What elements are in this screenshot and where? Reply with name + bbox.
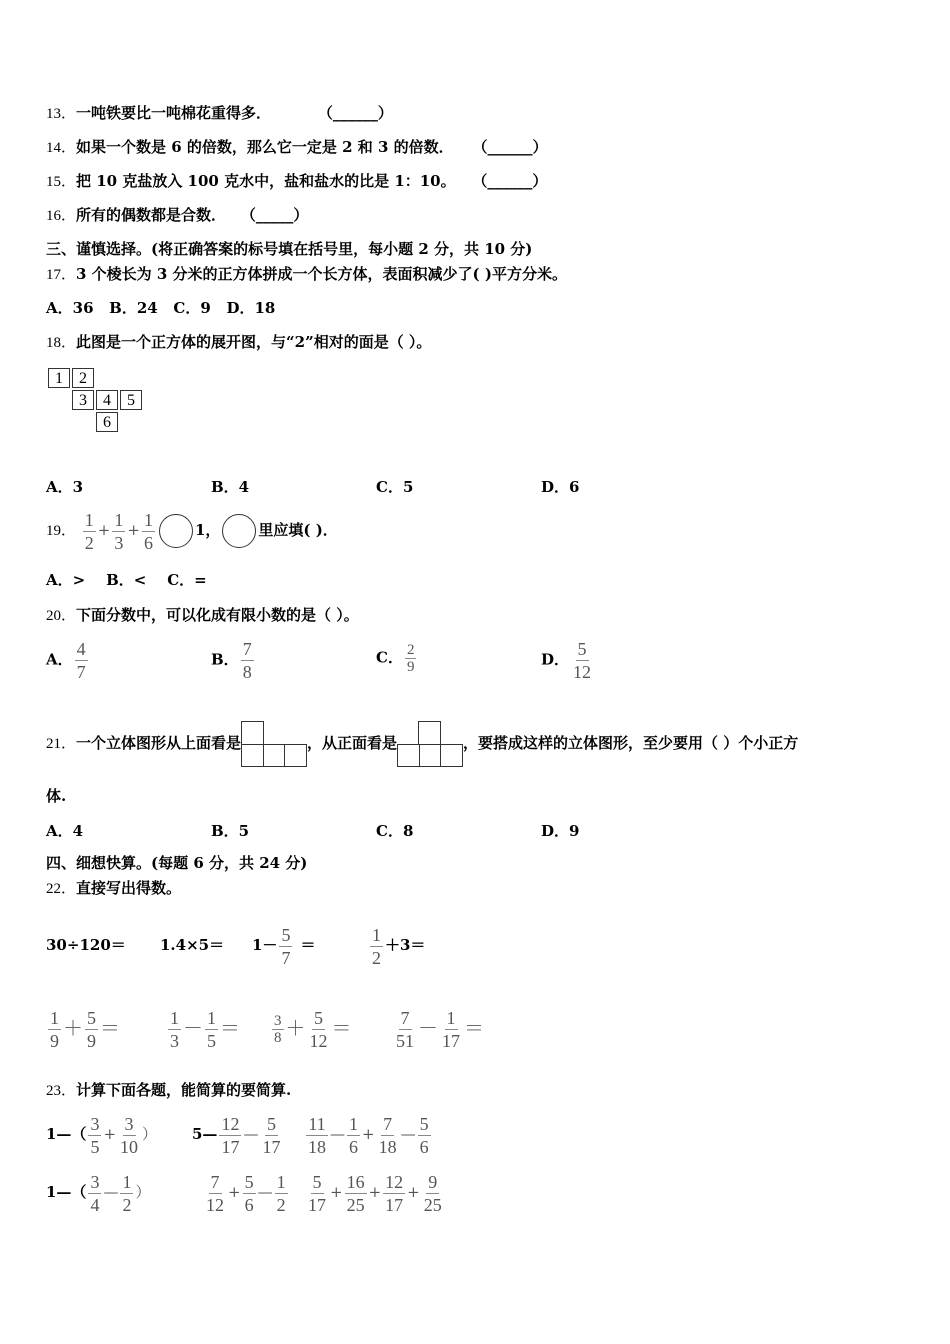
q16-number: 16． [46, 208, 77, 224]
question-21 [46, 718, 798, 769]
q23-number: 23． [46, 1083, 77, 1099]
fraction: $\frac{1}{2}$ [372, 924, 381, 968]
q21-text-1: 一个立体图形从上面看是 [76, 734, 242, 752]
fraction: $\frac{1}{2}$ [122, 1171, 132, 1215]
q22-row2-expr-2: $\frac{1}{3}$ － $\frac{1}{5}$ ＝ [170, 1008, 240, 1051]
comparison-circle[interactable] [222, 514, 256, 548]
fraction: $\frac{3}{4}$ [90, 1171, 100, 1215]
question-13 [46, 103, 393, 124]
fraction: $\frac{5}{9}$ [87, 1008, 96, 1051]
section-4-heading: 四、细想快算。(每题 6 分，共 24 分) [46, 854, 308, 872]
q15-blank[interactable]: （______） [472, 172, 548, 190]
q20-text: 下面分数中，可以化成有限小数的是（ ）。 [76, 606, 359, 624]
fraction: $\frac{1}{2}$ [276, 1171, 286, 1215]
fraction: $\frac{5}{17}$ [262, 1113, 281, 1157]
q23-expr-b3: $\frac{5}{17}$ + $\frac{16}{25}$ + $\frac{12}{17}$ + $\frac{9}{25}$ [308, 1171, 442, 1215]
q18-option-a[interactable]: A．3 [46, 478, 84, 496]
fraction: $\frac{2}{9}$ [406, 642, 415, 675]
net-face: 4 [96, 390, 118, 410]
fraction: $\frac{7}{18}$ [378, 1113, 397, 1157]
question-17 [46, 264, 567, 285]
q22-expr-2: 1.4×5＝ [160, 936, 225, 954]
fraction: $\frac{3}{5}$ [90, 1113, 100, 1157]
q22-number: 22． [46, 881, 77, 897]
q13-text: 一吨铁要比一吨棉花重得多． [76, 104, 272, 122]
q14-number: 14． [46, 140, 77, 156]
fraction: $\frac{5}{17}$ [308, 1171, 326, 1215]
fraction: $\frac{1}{9}$ [50, 1008, 59, 1051]
fraction: $\frac{1}{6}$ [349, 1113, 358, 1157]
q18-option-c[interactable]: C．5 [376, 478, 414, 496]
question-15 [46, 171, 547, 192]
fraction: $\frac{1}{3}$ [114, 509, 124, 553]
question-14 [46, 137, 547, 158]
q18-text: 此图是一个正方体的展开图，与“2”相对的面是（ ）。 [76, 333, 432, 351]
q20-option-a[interactable]: A． $\frac{4}{7}$ [46, 639, 86, 682]
q22-row2-expr-1: $\frac{1}{9}$ ＋ $\frac{5}{9}$ ＝ [50, 1008, 120, 1051]
q19-options[interactable]: A．> B．< C．= [46, 571, 207, 589]
q18-number: 18． [46, 335, 77, 351]
fraction: $\frac{3}{8}$ [274, 1013, 282, 1046]
q21-number: 21． [46, 736, 77, 752]
fraction: $\frac{16}{25}$ [346, 1171, 365, 1215]
q22-row2-expr-3: $\frac{3}{8}$ ＋ $\frac{5}{12}$ ＝ [274, 1008, 352, 1051]
q20-number: 20． [46, 608, 77, 624]
fraction: $\frac{9}{25}$ [423, 1171, 442, 1215]
q23-expr-a2: 5— $\frac{12}{17}$ — $\frac{5}{17}$ [192, 1113, 281, 1157]
front-view-figure [397, 721, 463, 767]
q13-number: 13． [46, 106, 77, 122]
question-18 [46, 332, 431, 353]
q22-row2-expr-4: $\frac{7}{51}$ － $\frac{1}{17}$ ＝ [396, 1008, 484, 1051]
q23-text: 计算下面各题，能简算的要简算. [76, 1081, 292, 1099]
fraction: $\frac{1}{3}$ [170, 1008, 179, 1051]
q21-option-c[interactable]: C．8 [376, 822, 414, 840]
q17-text: 3 个棱长为 3 分米的正方体拼成一个长方体，表面积减少了( )平方分米。 [76, 265, 567, 283]
q21-option-a[interactable]: A．4 [46, 822, 84, 840]
q23-expr-b1: 1—（ $\frac{3}{4}$ — $\frac{1}{2}$ ） [46, 1171, 151, 1215]
q19-mid: 1， [194, 521, 221, 539]
net-face: 1 [48, 368, 70, 388]
q23-expr-a3: $\frac{11}{18}$ — $\frac{1}{6}$ + $\frac{7}{18}$ — $\frac{5}{6}$ [308, 1113, 429, 1157]
section-3-heading: 三、谨慎选择。(将正确答案的标号填在括号里，每小题 2 分，共 10 分) [46, 240, 533, 258]
net-face: 6 [96, 412, 118, 432]
q22-text: 直接写出得数。 [76, 879, 182, 897]
fraction: $\frac{5}{12}$ [573, 639, 592, 682]
question-16 [46, 205, 308, 226]
q19-tail: 里应填( )． [258, 521, 338, 539]
fraction: $\frac{12}{17}$ [385, 1171, 404, 1215]
q18-option-d[interactable]: D．6 [541, 478, 580, 496]
q20-option-d[interactable]: D． $\frac{5}{12}$ [541, 639, 592, 682]
q22-expr-1: 30÷120＝ [46, 936, 126, 954]
comparison-circle[interactable] [159, 514, 193, 548]
fraction: $\frac{1}{6}$ [143, 509, 153, 553]
fraction: $\frac{1}{17}$ [442, 1008, 460, 1051]
net-face: 2 [72, 368, 94, 388]
q21-text-3: ，要搭成这样的立体图形，至少要用（ ）个小正方 [463, 734, 799, 752]
q14-blank[interactable]: （______） [472, 138, 548, 156]
q20-option-c[interactable]: C． $\frac{2}{9}$ [376, 642, 415, 675]
question-23 [46, 1080, 291, 1101]
top-view-figure [241, 721, 307, 767]
q22-expr-3: 1－ $\frac{5}{7}$ ＝ [252, 924, 316, 968]
fraction: $\frac{1}{2}$ [84, 509, 94, 553]
fraction: $\frac{3}{10}$ [120, 1113, 139, 1157]
fraction: $\frac{12}{17}$ [221, 1113, 240, 1157]
fraction: $\frac{5}{12}$ [309, 1008, 328, 1051]
q15-text: 把 10 克盐放入 100 克水中，盐和盐水的比是 1：10。 [76, 172, 456, 190]
fraction: $\frac{7}{51}$ [396, 1008, 414, 1051]
question-19: 19． $\frac{1}{2}$ + $\frac{1}{3}$ + $\frac{1}{6}$ 1， 里应填( )． [46, 509, 338, 553]
q23-expr-b2: $\frac{7}{12}$ + $\frac{5}{6}$ — $\frac{1}{2}$ [206, 1171, 286, 1215]
q21-text-4: 体. [46, 787, 67, 805]
q16-text: 所有的偶数都是合数． [76, 206, 227, 224]
net-face: 5 [120, 390, 142, 410]
question-20 [46, 605, 359, 626]
q17-options[interactable]: A．36 B．24 C．9 D．18 [46, 299, 276, 317]
q14-text: 如果一个数是 6 的倍数，那么它一定是 2 和 3 的倍数． [76, 138, 454, 156]
fraction: $\frac{11}{18}$ [308, 1113, 326, 1157]
q19-number: 19． [46, 523, 77, 539]
net-face: 3 [72, 390, 94, 410]
q15-number: 15． [46, 174, 77, 190]
q18-option-b[interactable]: B．4 [211, 478, 250, 496]
q16-blank[interactable]: （_____） [240, 206, 309, 224]
q21-option-b[interactable]: B．5 [211, 822, 250, 840]
q17-number: 17． [46, 267, 77, 283]
q22-expr-4: $\frac{1}{2}$ ＋3＝ [372, 924, 426, 968]
fraction: $\frac{5}{7}$ [281, 924, 291, 968]
fraction: $\frac{4}{7}$ [76, 639, 86, 682]
fraction: $\frac{5}{6}$ [419, 1113, 429, 1157]
q20-option-b[interactable]: B． $\frac{7}{8}$ [211, 639, 252, 682]
fraction: $\frac{7}{12}$ [206, 1171, 224, 1215]
fraction: $\frac{7}{8}$ [242, 639, 252, 682]
fraction: $\frac{5}{6}$ [244, 1171, 254, 1215]
q13-blank[interactable]: （______） [317, 104, 393, 122]
q21-text-2: ，从正面看是 [307, 734, 398, 752]
fraction: $\frac{1}{5}$ [207, 1008, 216, 1051]
q23-expr-a1: 1—（ $\frac{3}{5}$ + $\frac{3}{10}$ ） [46, 1113, 158, 1157]
q21-option-d[interactable]: D．9 [541, 822, 580, 840]
question-22 [46, 878, 181, 899]
